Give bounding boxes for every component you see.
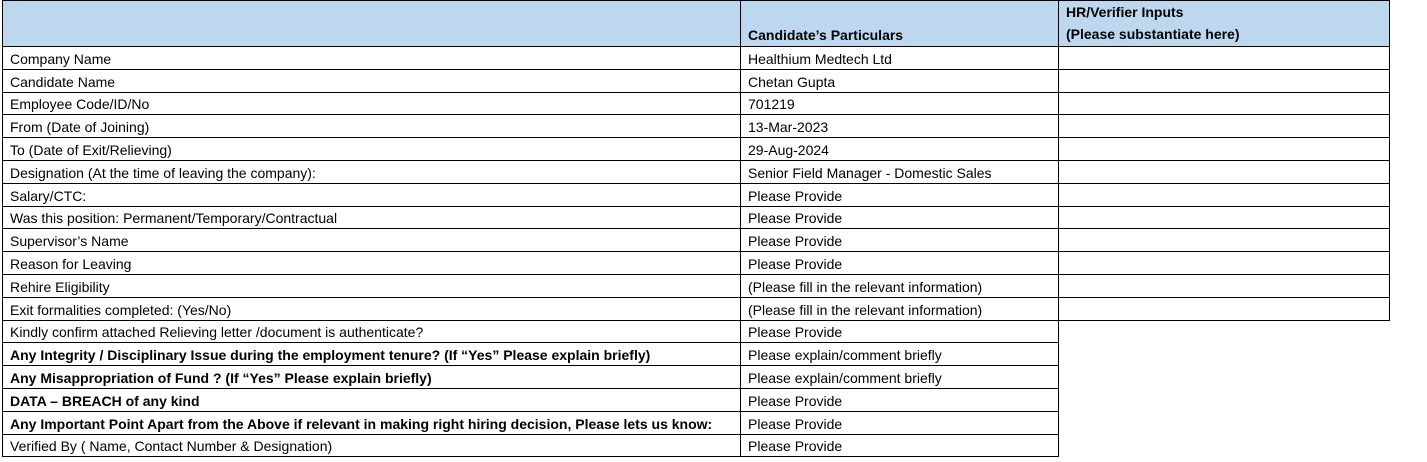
table-row	[3, 252, 1390, 275]
row-label: To (Date of Exit/Relieving)	[3, 138, 741, 161]
row-candidate-value[interactable]: Please Provide	[741, 183, 1059, 206]
row-verifier-input[interactable]	[1059, 183, 1390, 206]
row-label: Reason for Leaving	[3, 252, 741, 275]
row-verifier-input[interactable]	[1059, 206, 1390, 229]
row-candidate-value[interactable]: Please Provide	[741, 411, 1059, 434]
header-verifier-inputs	[1059, 1, 1390, 47]
row-candidate-value[interactable]: Please Provide	[741, 434, 1059, 457]
row-verifier-input[interactable]	[1059, 274, 1390, 297]
table-row	[3, 388, 1390, 411]
row-label: Any Important Point Apart from the Above if relevant in making right hiring decision, Please lets us know:	[3, 411, 741, 434]
table-row	[3, 274, 1390, 297]
row-label: Designation (At the time of leaving the company):	[3, 160, 741, 183]
row-label: Any Misappropriation of Fund ? (If “Yes” Please explain briefly)	[3, 366, 741, 389]
header-verifier-subtitle: (Please substantiate here)	[1066, 26, 1240, 42]
header-verifier-title: HR/Verifier Inputs	[1066, 4, 1184, 20]
header-candidate-particulars: Candidate’s Particulars	[741, 1, 1059, 47]
row-label: Company Name	[3, 47, 741, 70]
row-verifier-input[interactable]	[1059, 47, 1390, 70]
row-candidate-value[interactable]: Please Provide	[741, 320, 1059, 343]
table-row	[3, 183, 1390, 206]
header-particulars-label	[3, 1, 741, 47]
row-label: Salary/CTC:	[3, 183, 741, 206]
row-candidate-value[interactable]: Please Provide	[741, 229, 1059, 252]
row-candidate-value[interactable]: (Please fill in the relevant information)	[741, 297, 1059, 320]
table-row	[3, 297, 1390, 320]
table-row	[3, 434, 1390, 457]
row-candidate-value[interactable]: Please Provide	[741, 206, 1059, 229]
row-label: Kindly confirm attached Relieving letter /document is authenticate?	[3, 320, 741, 343]
row-verifier-input	[1059, 366, 1390, 389]
row-candidate-value[interactable]: 13-Mar-2023	[741, 115, 1059, 138]
row-label: From (Date of Joining)	[3, 115, 741, 138]
row-label: Rehire Eligibility	[3, 274, 741, 297]
row-label: Supervisor’s Name	[3, 229, 741, 252]
row-candidate-value[interactable]: Please Provide	[741, 252, 1059, 275]
row-verifier-input[interactable]	[1059, 160, 1390, 183]
row-verifier-input[interactable]	[1059, 115, 1390, 138]
row-label: Any Integrity / Disciplinary Issue during the employment tenure? (If “Yes” Please explain briefly)	[3, 343, 741, 366]
row-verifier-input	[1059, 320, 1390, 343]
row-verifier-input[interactable]	[1059, 252, 1390, 275]
row-label: Was this position: Permanent/Temporary/Contractual	[3, 206, 741, 229]
row-candidate-value[interactable]: 29-Aug-2024	[741, 138, 1059, 161]
verification-table	[2, 0, 1390, 457]
row-verifier-input[interactable]	[1059, 138, 1390, 161]
table-row	[3, 411, 1390, 434]
row-label: Candidate Name	[3, 69, 741, 92]
table-row	[3, 320, 1390, 343]
row-candidate-value[interactable]: Please Provide	[741, 388, 1059, 411]
row-candidate-value[interactable]: Senior Field Manager - Domestic Sales	[741, 160, 1059, 183]
row-candidate-value[interactable]: Please explain/comment briefly	[741, 343, 1059, 366]
row-label: Exit formalities completed: (Yes/No)	[3, 297, 741, 320]
row-verifier-input	[1059, 411, 1390, 434]
table-row	[3, 47, 1390, 70]
row-verifier-input	[1059, 434, 1390, 457]
row-verifier-input[interactable]	[1059, 297, 1390, 320]
row-candidate-value[interactable]: 701219	[741, 92, 1059, 115]
row-candidate-value[interactable]: Please explain/comment briefly	[741, 366, 1059, 389]
table-row	[3, 115, 1390, 138]
table-row	[3, 366, 1390, 389]
table-row	[3, 69, 1390, 92]
table-row	[3, 229, 1390, 252]
table-row	[3, 138, 1390, 161]
table-row	[3, 160, 1390, 183]
row-verifier-input[interactable]	[1059, 229, 1390, 252]
row-label: Employee Code/ID/No	[3, 92, 741, 115]
row-verifier-input	[1059, 343, 1390, 366]
row-verifier-input[interactable]	[1059, 92, 1390, 115]
row-verifier-input	[1059, 388, 1390, 411]
table-row	[3, 206, 1390, 229]
row-candidate-value[interactable]: Healthium Medtech Ltd	[741, 47, 1059, 70]
table-row	[3, 343, 1390, 366]
table-header-row	[3, 1, 1390, 47]
row-verifier-input[interactable]	[1059, 69, 1390, 92]
row-label: DATA – BREACH of any kind	[3, 388, 741, 411]
row-label: Verified By ( Name, Contact Number & Designation)	[3, 434, 741, 457]
row-candidate-value[interactable]: (Please fill in the relevant information)	[741, 274, 1059, 297]
table-row	[3, 92, 1390, 115]
row-candidate-value[interactable]: Chetan Gupta	[741, 69, 1059, 92]
